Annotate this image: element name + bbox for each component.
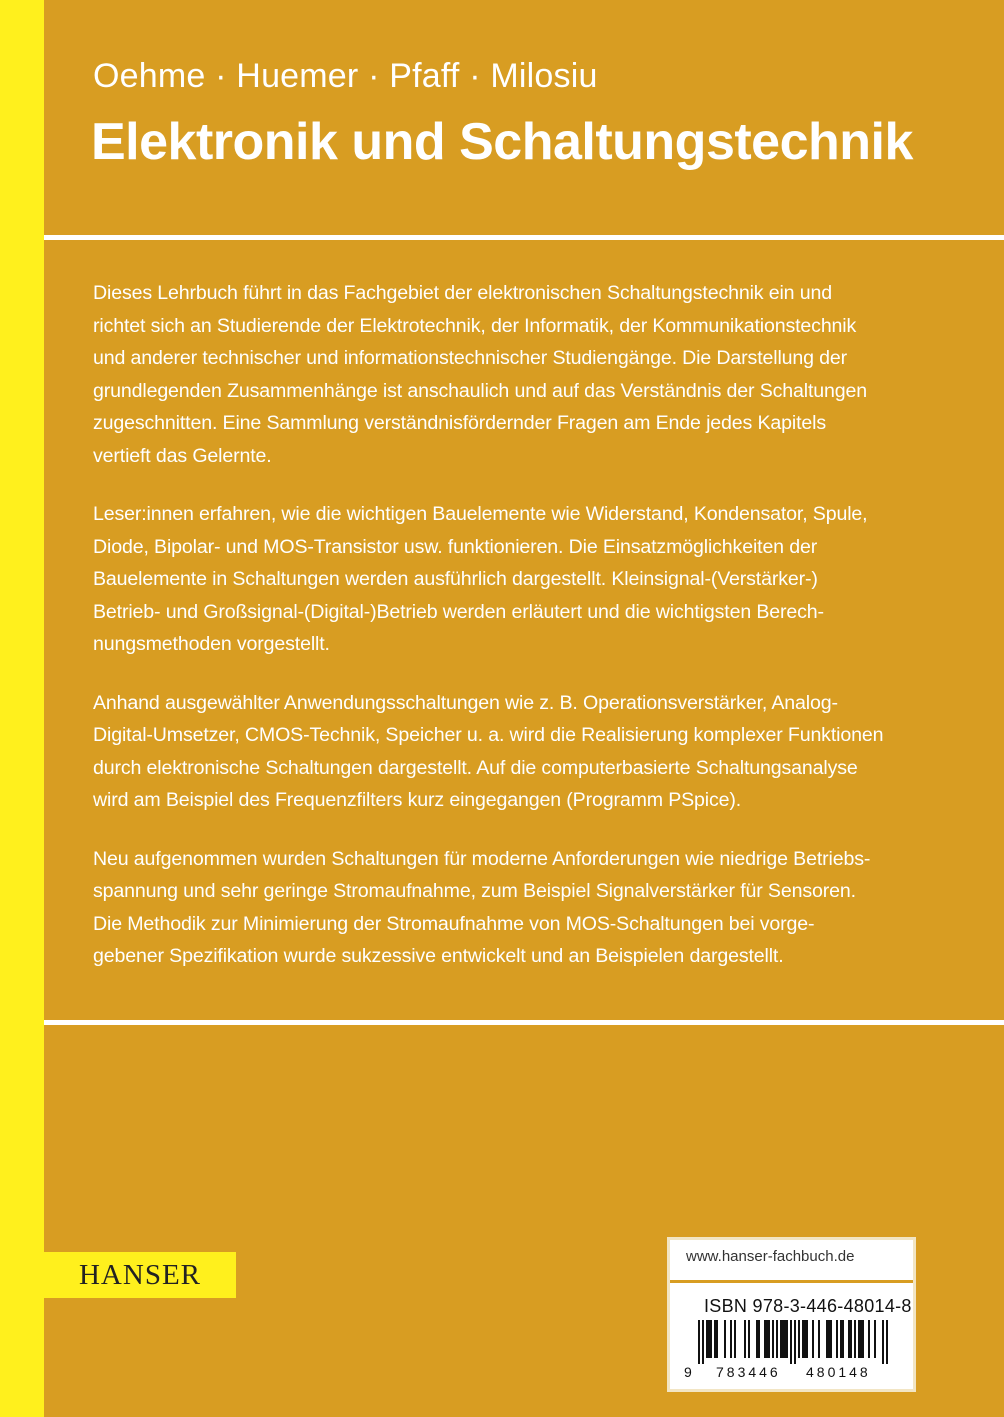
barcode-bar <box>710 1320 712 1358</box>
isbn-box-divider <box>670 1280 913 1283</box>
barcode-bar <box>780 1320 782 1358</box>
barcode-digit-group: 480148 <box>806 1364 871 1380</box>
blurb-line: und anderer technischer und informationstechnischer Studiengänge. Die Darstellung der <box>93 347 848 369</box>
barcode-bar <box>812 1320 814 1358</box>
blurb-paragraph <box>93 687 913 817</box>
barcode-bar <box>766 1320 768 1358</box>
blurb-line: Anhand ausgewählter Anwendungsschaltungen wie z. B. Operationsverstärker, Analog- <box>93 691 838 714</box>
blurb-line: Leser:innen erfahren, wie die wichtigen Bauelemente wie Widerstand, Kondensator, Spule, <box>93 503 868 525</box>
barcode-bar <box>716 1320 718 1358</box>
blurb-paragraph <box>93 498 913 661</box>
blurb-line: Neu aufgenommen wurden Schaltungen für moderne Anforderungen wie niedrige Betriebs- <box>93 847 871 870</box>
barcode-bar <box>860 1320 862 1358</box>
barcode-bar <box>794 1320 796 1364</box>
barcode-bar <box>854 1320 856 1358</box>
barcode-bar <box>840 1320 842 1358</box>
barcode-bar <box>784 1320 786 1358</box>
book-title: Elektronik und Schaltungstechnik <box>91 113 913 171</box>
barcode-icon <box>678 1320 904 1364</box>
barcode-bar <box>806 1320 808 1358</box>
barcode-bar <box>786 1320 788 1358</box>
barcode-bar <box>848 1320 850 1358</box>
blurb-line: wird am Beispiel des Frequenzfilters kurz eingegangen (Programm PSpice). <box>93 789 742 811</box>
barcode-bar <box>826 1320 828 1358</box>
barcode-bar <box>748 1320 750 1358</box>
blurb-line: Betrieb- und Großsignal-(Digital-)Betrieb werden erläutert und die wichtigsten Berech- <box>93 600 824 623</box>
barcode-bar <box>714 1320 716 1358</box>
barcode-bar <box>804 1320 806 1358</box>
barcode-bar <box>862 1320 864 1358</box>
barcode-bar <box>764 1320 766 1358</box>
blurb-line: durch elektronische Schaltungen dargestellt. Auf die computerbasierte Schaltungsanalyse <box>93 756 858 779</box>
author-names: Oehme · Huemer · Pfaff · Milosiu <box>93 57 598 95</box>
barcode-bar <box>730 1320 732 1358</box>
blurb-line: Diode, Bipolar- und MOS-Transistor usw. funktionieren. Die Einsatzmöglichkeiten der <box>93 535 818 558</box>
barcode-bar <box>836 1320 838 1358</box>
blurb-line: Dieses Lehrbuch führt in das Fachgebiet der elektronischen Schaltungstechnik ein und <box>93 282 832 304</box>
barcode-bar <box>858 1320 860 1358</box>
isbn-number: ISBN 978-3-446-48014-8 <box>704 1296 912 1316</box>
blurb-paragraph <box>93 277 913 472</box>
barcode-bar <box>698 1320 700 1364</box>
barcode-bar <box>886 1320 888 1364</box>
blurb-line: Bauelemente in Schaltungen werden ausführlich dargestellt. Kleinsignal-(Verstärker-) <box>93 568 818 590</box>
spine-stripe <box>0 0 44 1417</box>
barcode-bar <box>744 1320 746 1358</box>
publisher-logo <box>44 1252 236 1298</box>
blurb-line: zugeschnitten. Eine Sammlung verständnisfördernder Fragen am Ende jedes Kapitels <box>93 412 826 434</box>
barcode-bar <box>708 1320 710 1358</box>
barcode-bar <box>882 1320 884 1364</box>
blurb-text <box>93 277 913 999</box>
barcode-bar <box>772 1320 774 1358</box>
barcode-bar <box>874 1320 876 1358</box>
barcode-bar <box>798 1320 800 1358</box>
blurb-line: Digital-Umsetzer, CMOS-Technik, Speicher u. a. wird die Realisierung komplexer Funktionen <box>93 724 884 746</box>
barcode-digit-group: 9 <box>684 1364 692 1380</box>
publisher-url[interactable]: www.hanser-fachbuch.de <box>686 1248 855 1265</box>
barcode-bar <box>758 1320 760 1358</box>
barcode-bar <box>818 1320 820 1358</box>
barcode-bar <box>850 1320 852 1358</box>
publisher-logo-text: HANSER <box>78 1258 201 1291</box>
barcode-bar <box>702 1320 704 1364</box>
barcode-bar <box>724 1320 726 1358</box>
barcode-bar <box>868 1320 870 1358</box>
barcode-bar <box>776 1320 778 1358</box>
barcode-bar <box>828 1320 830 1358</box>
blurb-line: spannung und sehr geringe Stromaufnahme, zum Beispiel Signalverstärker für Sensoren. <box>93 880 856 902</box>
blurb-line: Die Methodik zur Minimierung der Stromaufnahme von MOS-Schaltungen bei vorge- <box>93 912 815 935</box>
blurb-line: grundlegenden Zusammenhänge ist anschaulich und auf das Verständnis der Schaltungen <box>93 379 868 402</box>
barcode-bar <box>830 1320 832 1358</box>
barcode-bar <box>802 1320 804 1358</box>
divider-bottom <box>44 1020 1004 1025</box>
barcode-bar <box>782 1320 784 1358</box>
barcode-bar <box>734 1320 736 1358</box>
blurb-paragraph <box>93 843 913 973</box>
blurb-line: vertieft das Gelernte. <box>93 444 272 467</box>
barcode-digit-group: 783446 <box>716 1364 781 1380</box>
blurb-line: nungsmethoden vorgestellt. <box>93 633 330 655</box>
blurb-line: gebener Spezifikation wurde sukzessive entwickelt und an Beispielen dargestellt. <box>93 945 784 967</box>
barcode-bar <box>706 1320 708 1358</box>
barcode-bar <box>790 1320 792 1364</box>
barcode-bar <box>756 1320 758 1358</box>
barcode-bar <box>768 1320 770 1358</box>
isbn-box <box>667 1237 916 1392</box>
blurb-line: richtet sich an Studierende der Elektrotechnik, der Informatik, der Kommunikationstechnik <box>93 314 857 337</box>
barcode-bar <box>842 1320 844 1358</box>
divider-top <box>44 235 1004 240</box>
